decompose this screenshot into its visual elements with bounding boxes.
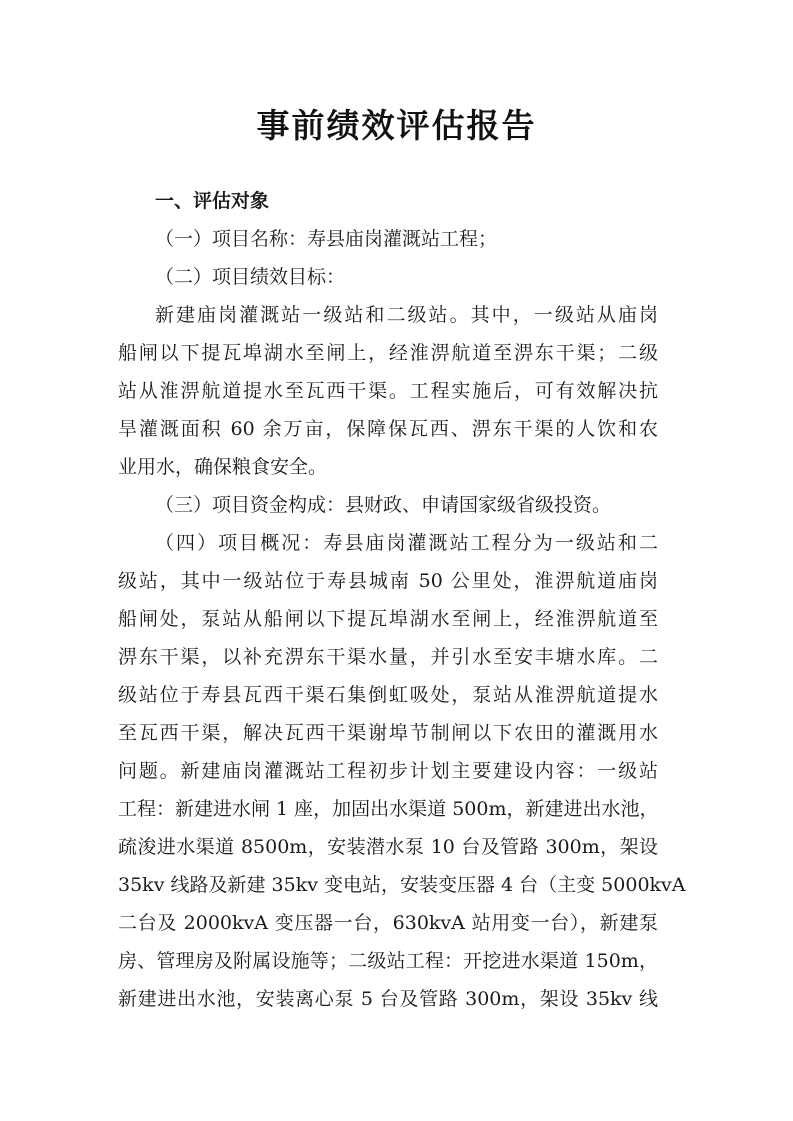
paragraph-line: 级站位于寿县瓦西干渠石集倒虹吸处，泵站从淮淠航道提水 (118, 684, 658, 706)
document-title: 事前绩效评估报告 (256, 106, 537, 145)
paragraph-line: 二台及 2000kvA 变压器一台，630kvA 站用变一台），新建泵 (118, 912, 658, 934)
paragraph-line: 问题。新建庙岗灌溉站工程初步计划主要建设内容：一级站 (118, 760, 658, 782)
paragraph-line: 至瓦西干渠，解决瓦西干渠谢埠节制闸以下农田的灌溉用水 (118, 722, 658, 744)
paragraph-line: 工程：新建进水闸 1 座，加固出水渠道 500m，新建进出水池， (118, 798, 659, 820)
paragraph-line: 35kv 线路及新建 35kv 变电站，安装变压器 4 台（主变 5000kvA (118, 874, 686, 896)
paragraph-line: 新建进出水池，安装离心泵 5 台及管路 300m，架设 35kv 线 (118, 988, 658, 1010)
performance-goal-label: （二）项目绩效目标： (155, 266, 346, 288)
paragraph-line: 淠东干渠，以补充淠东干渠水量，并引水至安丰塘水库。二 (118, 646, 658, 668)
section-heading: 一、评估对象 (155, 190, 270, 212)
paragraph-line: （四）项目概况：寿县庙岗灌溉站工程分为一级站和二 (155, 532, 658, 554)
paragraph-line: 旱灌溉面积 60 余万亩，保障保瓦西、淠东干渠的人饮和农 (118, 418, 658, 440)
paragraph-line: 船闸处，泵站从船闸以下提瓦埠湖水至闸上，经淮淠航道至 (118, 608, 658, 630)
paragraph-line: 船闸以下提瓦埠湖水至闸上，经淮淠航道至淠东干渠；二级 (118, 342, 658, 364)
paragraph-line: 房、管理房及附属设施等；二级站工程：开挖进水渠道 150m， (118, 950, 658, 972)
paragraph-line: 站从淮淠航道提水至瓦西干渠。工程实施后，可有效解决抗 (118, 380, 658, 402)
paragraph-line: 疏浚进水渠道 8500m，安装潜水泵 10 台及管路 300m，架设 (118, 836, 658, 858)
funding-line: （三）项目资金构成：县财政、申请国家级省级投资。 (155, 494, 612, 516)
paragraph-line: 业用水，确保粮食安全。 (118, 456, 328, 478)
paragraph-line: 新建庙岗灌溉站一级站和二级站。其中，一级站从庙岗 (155, 304, 658, 326)
document-body (118, 182, 686, 1018)
project-name-line: （一）项目名称：寿县庙岗灌溉站工程； (155, 228, 498, 250)
paragraph-line: 级站，其中一级站位于寿县城南 50 公里处，淮淠航道庙岗 (118, 570, 658, 592)
